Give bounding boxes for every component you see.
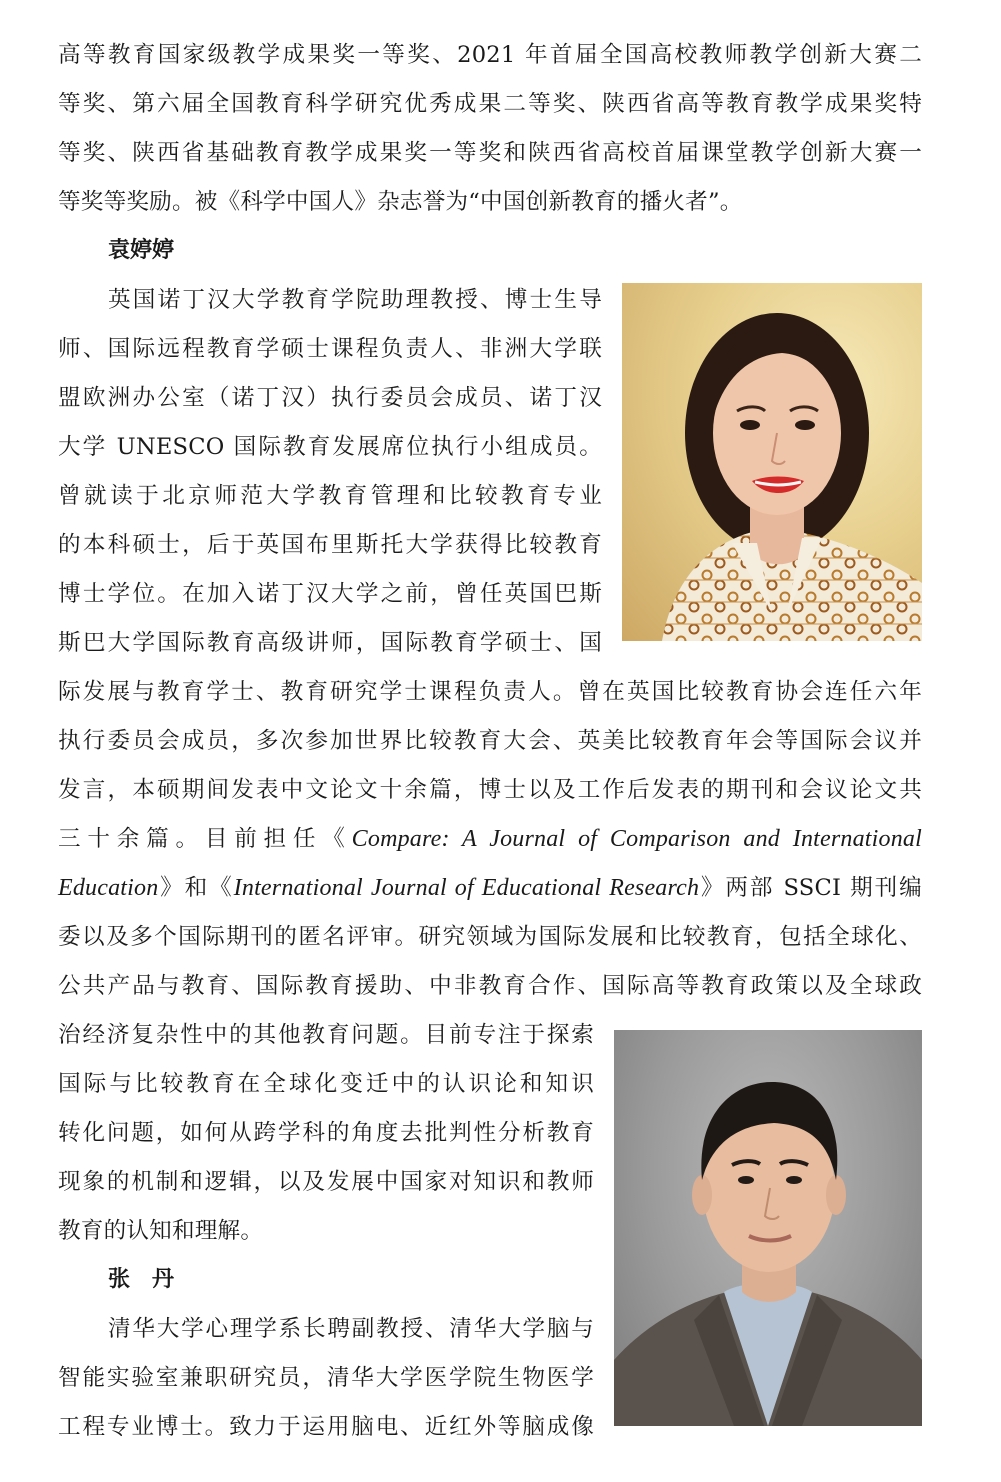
person1-name-heading: 袁婷婷 <box>108 238 175 263</box>
portrait-man-photo <box>614 1030 922 1426</box>
person1-line-2: 师、国际远程教育学硕士课程负责人、非洲大学联 <box>58 336 602 362</box>
journal-line-prefix: 三十余篇。目前担任《 <box>58 826 352 852</box>
journal-line-suffix: 》两部 SSCI 期刊编 <box>699 875 922 901</box>
person1-line-1: 英国诺丁汉大学教育学院助理教授、博士生导 <box>108 287 602 313</box>
person2-name-heading: 张 丹 <box>108 1267 175 1292</box>
person1-line-20: 教育的认知和理解。 <box>58 1218 264 1244</box>
person2-line-3: 工程专业博士。致力于运用脑电、近红外等脑成像 <box>58 1414 594 1440</box>
person1-line-4: 大学 UNESCO 国际教育发展席位执行小组成员。 <box>58 434 602 460</box>
intro-line-4: 等奖等奖励。被《科学中国人》杂志誉为“中国创新教育的播火者”。 <box>58 189 743 215</box>
person1-line-18: 转化问题，如何从跨学科的角度去批判性分析教育 <box>58 1120 594 1146</box>
person1-line-15: 公共产品与教育、国际教育援助、中非教育合作、国际高等教育政策以及全球政 <box>58 973 922 999</box>
person1-line-19: 现象的机制和逻辑，以及发展中国家对知识和教师 <box>58 1169 594 1195</box>
person1-line-3: 盟欧洲办公室（诺丁汉）执行委员会成员、诺丁汉 <box>58 385 602 411</box>
person1-line-5: 曾就读于北京师范大学教育管理和比较教育专业 <box>58 483 602 509</box>
person1-line-16: 治经济复杂性中的其他教育问题。目前专注于探索 <box>58 1022 594 1048</box>
intro-line-3: 等奖、陕西省基础教育教学成果奖一等奖和陕西省高校首届课堂教学创新大赛一 <box>58 140 922 166</box>
intro-line-2: 等奖、第六届全国教育科学研究优秀成果二等奖、陕西省高等教育教学成果奖特 <box>58 91 922 117</box>
journal-line-mid: 》和《 <box>158 875 234 901</box>
journal1-title-part2: Education <box>58 875 159 901</box>
person2-line-1: 清华大学心理学系长聘副教授、清华大学脑与 <box>108 1316 594 1342</box>
journal2-title: International Journal of Educational Research <box>233 875 700 901</box>
intro-line-1: 高等教育国家级教学成果奖一等奖、2021 年首届全国高校教师教学创新大赛二 <box>58 42 922 68</box>
person1-line-8: 斯巴大学国际教育高级讲师，国际教育学硕士、国 <box>58 630 602 656</box>
portrait-woman-photo <box>622 283 922 641</box>
person1-line-6: 的本科硕士，后于英国布里斯托大学获得比较教育 <box>58 532 602 558</box>
person1-line-12 <box>58 822 922 856</box>
person1-line-10: 执行委员会成员，多次参加世界比较教育大会、英美比较教育年会等国际会议并 <box>58 728 922 754</box>
person1-line-13 <box>58 871 922 905</box>
person2-line-2: 智能实验室兼职研究员，清华大学医学院生物医学 <box>58 1365 594 1391</box>
person1-line-9: 际发展与教育学士、教育研究学士课程负责人。曾在英国比较教育协会连任六年 <box>58 679 922 705</box>
person1-line-17: 国际与比较教育在全球化变迁中的认识论和知识 <box>58 1071 594 1097</box>
journal1-title-part1: Compare: A Journal of Comparison and International <box>351 826 923 852</box>
person1-line-7: 博士学位。在加入诺丁汉大学之前，曾任英国巴斯 <box>58 581 602 607</box>
person1-line-14: 委以及多个国际期刊的匿名评审。研究领域为国际发展和比较教育，包括全球化、 <box>58 924 922 950</box>
person1-line-11: 发言，本硕期间发表中文论文十余篇，博士以及工作后发表的期刊和会议论文共 <box>58 777 922 803</box>
